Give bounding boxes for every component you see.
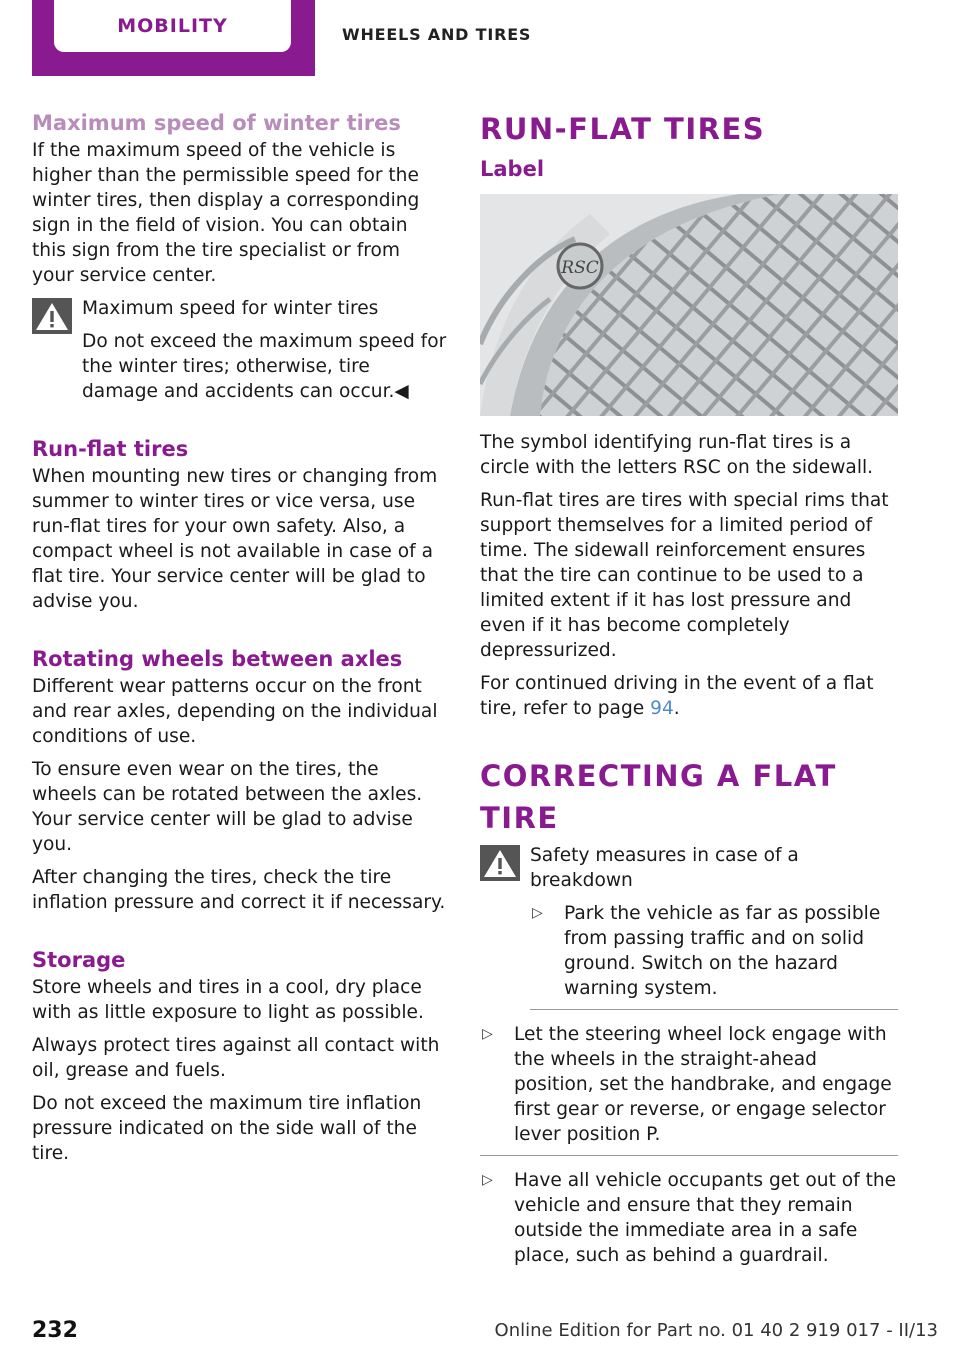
bullet-arrow-icon: ▷	[482, 1172, 493, 1188]
chapter-label: MOBILITY	[117, 15, 228, 37]
right-column	[480, 108, 898, 1276]
label-p1: The symbol identifying run-flat tires is a circle with the letters RSC on the sidewall.	[480, 432, 874, 478]
rotating-p2: To ensure even wear on the tires, the wheels can be rotated between the axles. Your service center will be glad to advise you.	[32, 759, 423, 855]
warning-icon	[32, 298, 72, 334]
warning-max-speed	[32, 296, 447, 404]
bullet-arrow-icon: ▷	[482, 1026, 493, 1042]
rotating-p3: After changing the tires, check the tire inflation pressure and correct it if necessary.	[32, 867, 446, 913]
svg-text:RSC: RSC	[561, 258, 599, 278]
max-speed-body: If the maximum speed of the vehicle is higher than the permissible speed for the winter tires, then display a corresponding sign in the field of vision. You can obtain this sign from the tire specialist or from your service center.	[32, 140, 420, 286]
heading-flat-tire: CORRECTING A FLAT TIRE	[480, 759, 837, 835]
edition-note: Online Edition for Part no. 01 40 2 919 017 - II/13	[494, 1320, 938, 1341]
page-number: 232	[32, 1318, 78, 1343]
section-label: WHEELS AND TIRES	[342, 25, 532, 44]
list-item: ▷ Have all vehicle occupants get out of the vehicle and ensure that they remain outside the immediate area in a safe place, such as behind a guardrail.	[482, 1170, 897, 1266]
storage-p2: Always protect tires against all contact with oil, grease and fuels.	[32, 1035, 440, 1081]
page-link[interactable]: 94	[650, 698, 674, 719]
label-p3: For continued driving in the event of a flat tire, refer to page 94.	[480, 673, 874, 719]
warning-max-speed-body: Do not exceed the maximum speed for the winter tires; otherwise, tire damage and accidents can occur.◀	[82, 331, 447, 402]
heading-label: Label	[480, 157, 545, 181]
label-p2: Run-flat tires are tires with special rims that support themselves for a limited period of time. The sidewall reinforcement ensures that the tire can continue to be used to a limited extent if it has lost pressure and even if it has become completely depressurized.	[480, 490, 889, 661]
left-column	[32, 108, 447, 1174]
bullet-arrow-icon: ▷	[532, 905, 543, 921]
warning-breakdown	[480, 843, 898, 1010]
rotating-p1: Different wear patterns occur on the front and rear axles, depending on the individual conditions of use.	[32, 676, 438, 747]
storage-p1: Store wheels and tires in a cool, dry place with as little exposure to light as possible.	[32, 977, 424, 1023]
list-item: ▷ Park the vehicle as far as possible from passing traffic and on solid ground. Switch on the hazard warning system.	[530, 901, 898, 1010]
chapter-tab-inner	[54, 0, 291, 52]
runflat-body: When mounting new tires or changing from summer to winter tires or vice versa, use run-flat tires for your own safety. Also, a compact wheel is not available in case of a flat tire. Your service center will be glad to advise you.	[32, 466, 438, 612]
warning-max-speed-title: Maximum speed for winter tires	[82, 298, 379, 319]
heading-storage: Storage	[32, 948, 126, 972]
tire-sidewall-image	[480, 194, 898, 416]
storage-p3: Do not exceed the maximum tire inflation pressure indicated on the side wall of the tire.	[32, 1093, 422, 1164]
heading-max-speed: Maximum speed of winter tires	[32, 111, 401, 135]
warning-breakdown-title: Safety measures in case of a breakdown	[530, 845, 799, 891]
heading-runflat-main: RUN-FLAT TIRES	[480, 112, 766, 146]
heading-rotating: Rotating wheels between axles	[32, 647, 403, 671]
heading-runflat: Run-flat tires	[32, 437, 189, 461]
page-header	[0, 0, 960, 76]
list-item: ▷ Let the steering wheel lock engage with the wheels in the straight-ahead position, set the handbrake, and engage first gear or reverse, or engage selector lever position P.	[480, 1022, 898, 1156]
warning-icon	[480, 845, 520, 881]
